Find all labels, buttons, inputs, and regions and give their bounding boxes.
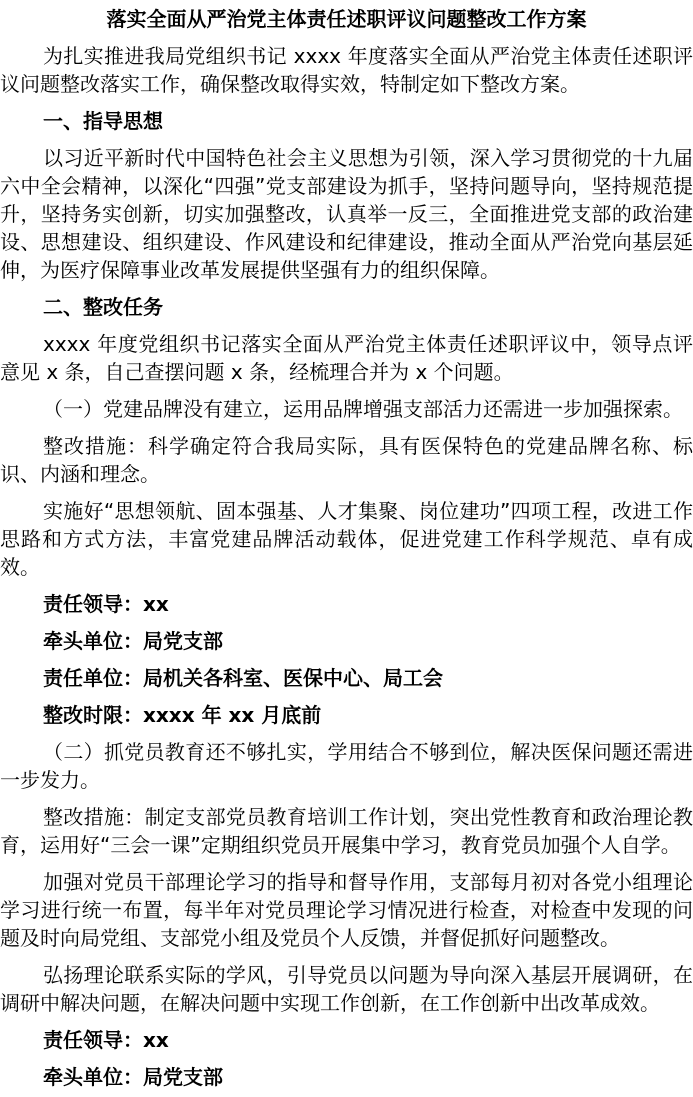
paragraph-measure-2a: 整改措施：制定支部党员教育培训工作计划，突出党性教育和政治理论教育，运用好“三会一课”定期组织党员开展集中学习，教育党员加强个人自学。 [0,805,693,857]
label-lead-unit-2: 牵头单位：局党支部 [43,1065,223,1089]
paragraph-intro: 为扎实推进我局党组织书记 xxxx 年度落实全面从严治党主体责任述职评议问题整改落实工作，确保整改取得实效，特制定如下整改方案。 [0,44,693,96]
section-heading-2: 二、整改任务 [43,295,163,319]
document-title: 落实全面从严治党主体责任述职评议问题整改工作方案 [106,7,587,31]
paragraph-measure-1b: 实施好“思想领航、固本强基、人才集聚、岗位建功”四项工程，改进工作思路和方式方法，丰富党建品牌活动载体，促进党建工作科学规范、卓有成效。 [0,499,693,579]
paragraph-measure-2c: 弘扬理论联系实际的学风，引导党员以问题为导向深入基层开展调研，在调研中解决问题，在解决问题中实现工作创新，在工作创新中出改革成效。 [0,963,693,1015]
paragraph-problem-1: （一）党建品牌没有建立，运用品牌增强支部活力还需进一步加强探索。 [43,397,683,421]
paragraph-problem-2: （二）抓党员教育还不够扎实，学用结合不够到位，解决医保问题还需进一步发力。 [0,740,693,792]
label-lead-unit-1: 牵头单位：局党支部 [43,629,223,653]
section-heading-1: 一、指导思想 [43,109,163,133]
label-responsible-unit-1: 责任单位：局机关各科室、医保中心、局工会 [43,666,443,690]
label-responsible-leader-2: 责任领导：xx [43,1028,169,1052]
label-deadline-1: 整改时限：xxxx 年 xx 月底前 [43,703,322,727]
paragraph-guiding-ideology: 以习近平新时代中国特色社会主义思想为引领，深入学习贯彻党的十九届六中全会精神，以深化“四强”党支部建设为抓手，坚持问题导向，坚持规范提升，坚持务实创新，切实加强整改，认真举一反三，全面推进党支部的政治建设、思想建设、组织建设、作风建设和纪律建设，推动全面从严治党向基层延伸，为医疗保障事业改革发展提供坚强有力的组织保障。 [0,146,693,282]
paragraph-measure-1a: 整改措施：科学确定符合我局实际，具有医保特色的党建品牌名称、标识、内涵和理念。 [0,434,693,486]
paragraph-measure-2b: 加强对党员干部理论学习的指导和督导作用，支部每月初对各党小组理论学习进行统一布置，每半年对党员理论学习情况进行检查，对检查中发现的问题及时向局党组、支部党小组及党员个人反馈，并督促抓好问题整改。 [0,870,693,950]
paragraph-task-summary: xxxx 年度党组织书记落实全面从严治党主体责任述职评议中，领导点评意见 x 条，自己查摆问题 x 条，经梳理合并为 x 个问题。 [0,332,693,384]
label-responsible-leader-1: 责任领导：xx [43,592,169,616]
